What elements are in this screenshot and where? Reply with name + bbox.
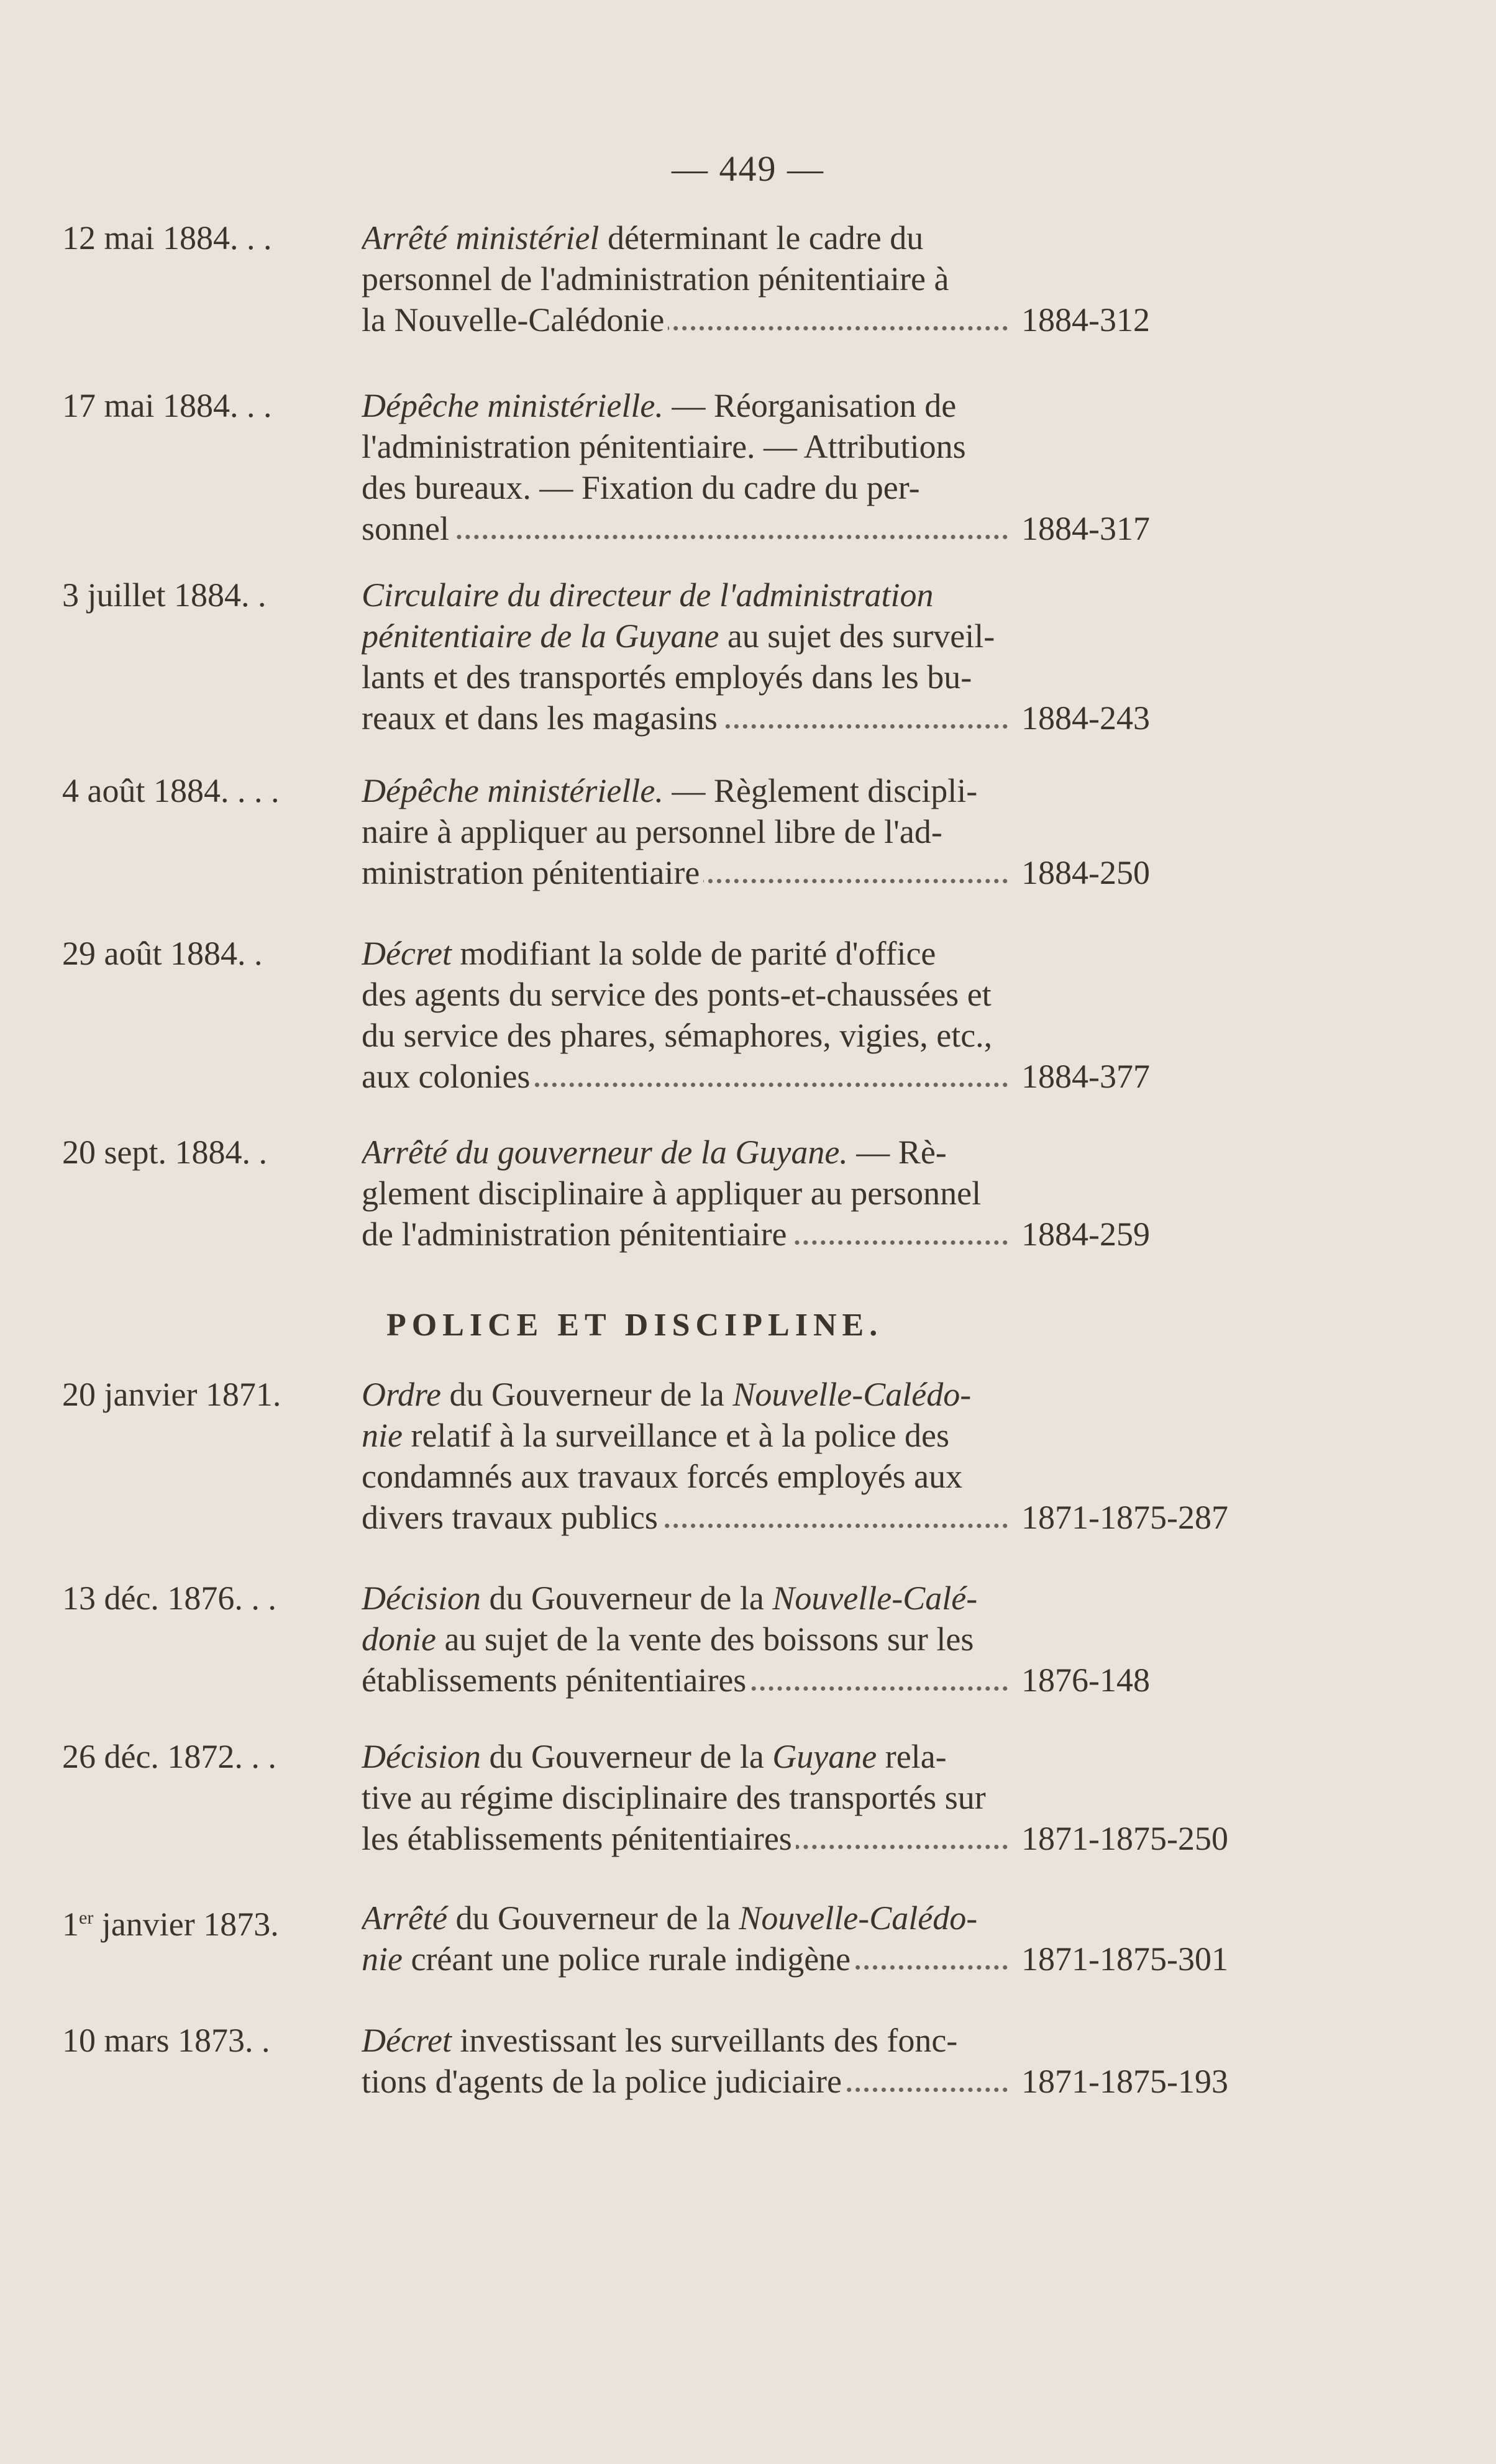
entry-reference: 1884-317 xyxy=(1021,510,1150,547)
entry-reference: 1871-1875-301 xyxy=(1021,1940,1228,1978)
entry-description: Arrêté du Gouverneur de la Nouvelle-Calédo- nie créant une police rurale indigène xyxy=(362,1898,1008,1980)
entry-date: 29 août 1884. . xyxy=(62,935,263,972)
entry-reference: 1871-1875-250 xyxy=(1021,1820,1228,1857)
entry-reference: 1884-250 xyxy=(1021,854,1150,891)
entry-title: Décret xyxy=(362,935,452,972)
entry-reference: 1884-259 xyxy=(1021,1216,1150,1253)
page-number: — 449 — xyxy=(672,148,824,189)
entry-date: 1er janvier 1873. xyxy=(62,1906,279,1943)
entry-reference: 1884-243 xyxy=(1021,699,1150,737)
entry-title: Dépêche ministérielle. xyxy=(362,387,664,424)
entry-description: Arrêté ministériel déterminant le cadre du personnel de l'administration pénitentiaire à la Nouvelle-Calédonie xyxy=(362,217,1008,340)
entry-title: Arrêté du gouverneur de la Guyane. xyxy=(362,1134,848,1171)
entry-reference: 1876-148 xyxy=(1021,1662,1150,1699)
entry-description: Décision du Gouverneur de la Nouvelle-Calé- donie au sujet de la vente des boissons sur les établissements pénitentiaires xyxy=(362,1578,1008,1701)
entry-reference: 1884-377 xyxy=(1021,1058,1150,1095)
entry-date: 20 sept. 1884. . xyxy=(62,1134,267,1171)
entry-date: 12 mai 1884. . . xyxy=(62,219,272,257)
entry-title: Arrêté xyxy=(362,1899,447,1937)
entry-date: 3 juillet 1884. . xyxy=(62,576,267,614)
entry-reference: 1871-1875-193 xyxy=(1021,2063,1228,2100)
entry-title: Décision xyxy=(362,1580,481,1617)
entry-reference: 1871-1875-287 xyxy=(1021,1499,1228,1536)
entry-description: Arrêté du gouverneur de la Guyane. — Rè- glement disciplinaire à appliquer au personnel de l'administration pénitentiaire xyxy=(362,1132,1008,1255)
entry-description: Ordre du Gouverneur de la Nouvelle-Calédo- nie relatif à la surveillance et à la police des condamnés aux travaux forcés employés aux divers travaux publics xyxy=(362,1374,1008,1538)
entry-title: Décision xyxy=(362,1738,481,1775)
entry-date: 13 déc. 1876. . . xyxy=(62,1580,276,1617)
entry-reference: 1884-312 xyxy=(1021,301,1150,339)
entry-date: 20 janvier 1871. xyxy=(62,1376,281,1413)
entry-date: 10 mars 1873. . xyxy=(62,2022,270,2059)
entry-description: Décret modifiant la solde de parité d'office des agents du service des ponts-et-chaussées et du service des phares, sémaphores, vigies, etc., aux colonies xyxy=(362,933,1008,1097)
entry-description: Circulaire du directeur de l'administration pénitentiaire de la Guyane au sujet des surveil- lants et des transportés employés dans les bu- reaux et dans les magasins xyxy=(362,575,1008,739)
entry-date: 4 août 1884. . . . xyxy=(62,772,280,809)
entry-title: Dépêche ministérielle. xyxy=(362,772,664,809)
entry-title: Circulaire du directeur de l'administration xyxy=(362,576,934,614)
entry-title: Arrêté ministériel xyxy=(362,219,600,257)
entry-date: 26 déc. 1872. . . xyxy=(62,1738,276,1775)
entry-title: Ordre xyxy=(362,1376,441,1413)
entry-title: Décret xyxy=(362,2022,452,2059)
entry-description: Dépêche ministérielle. — Réorganisation de l'administration pénitentiaire. — Attributions des bureaux. — Fixation du cadre du per- sonnel xyxy=(362,385,1008,549)
entry-description: Décret investissant les surveillants des fonc- tions d'agents de la police judiciaire xyxy=(362,2020,1008,2102)
entry-description: Décision du Gouverneur de la Guyane rela- tive au régime disciplinaire des transportés sur les établissements pénitentiaires xyxy=(362,1736,1008,1859)
section-heading: POLICE ET DISCIPLINE. xyxy=(386,1307,883,1343)
entry-description: Dépêche ministérielle. — Règlement discipli- naire à appliquer au personnel libre de l'ad- ministration pénitentiaire xyxy=(362,770,1008,893)
entry-date: 17 mai 1884. . . xyxy=(62,387,272,424)
